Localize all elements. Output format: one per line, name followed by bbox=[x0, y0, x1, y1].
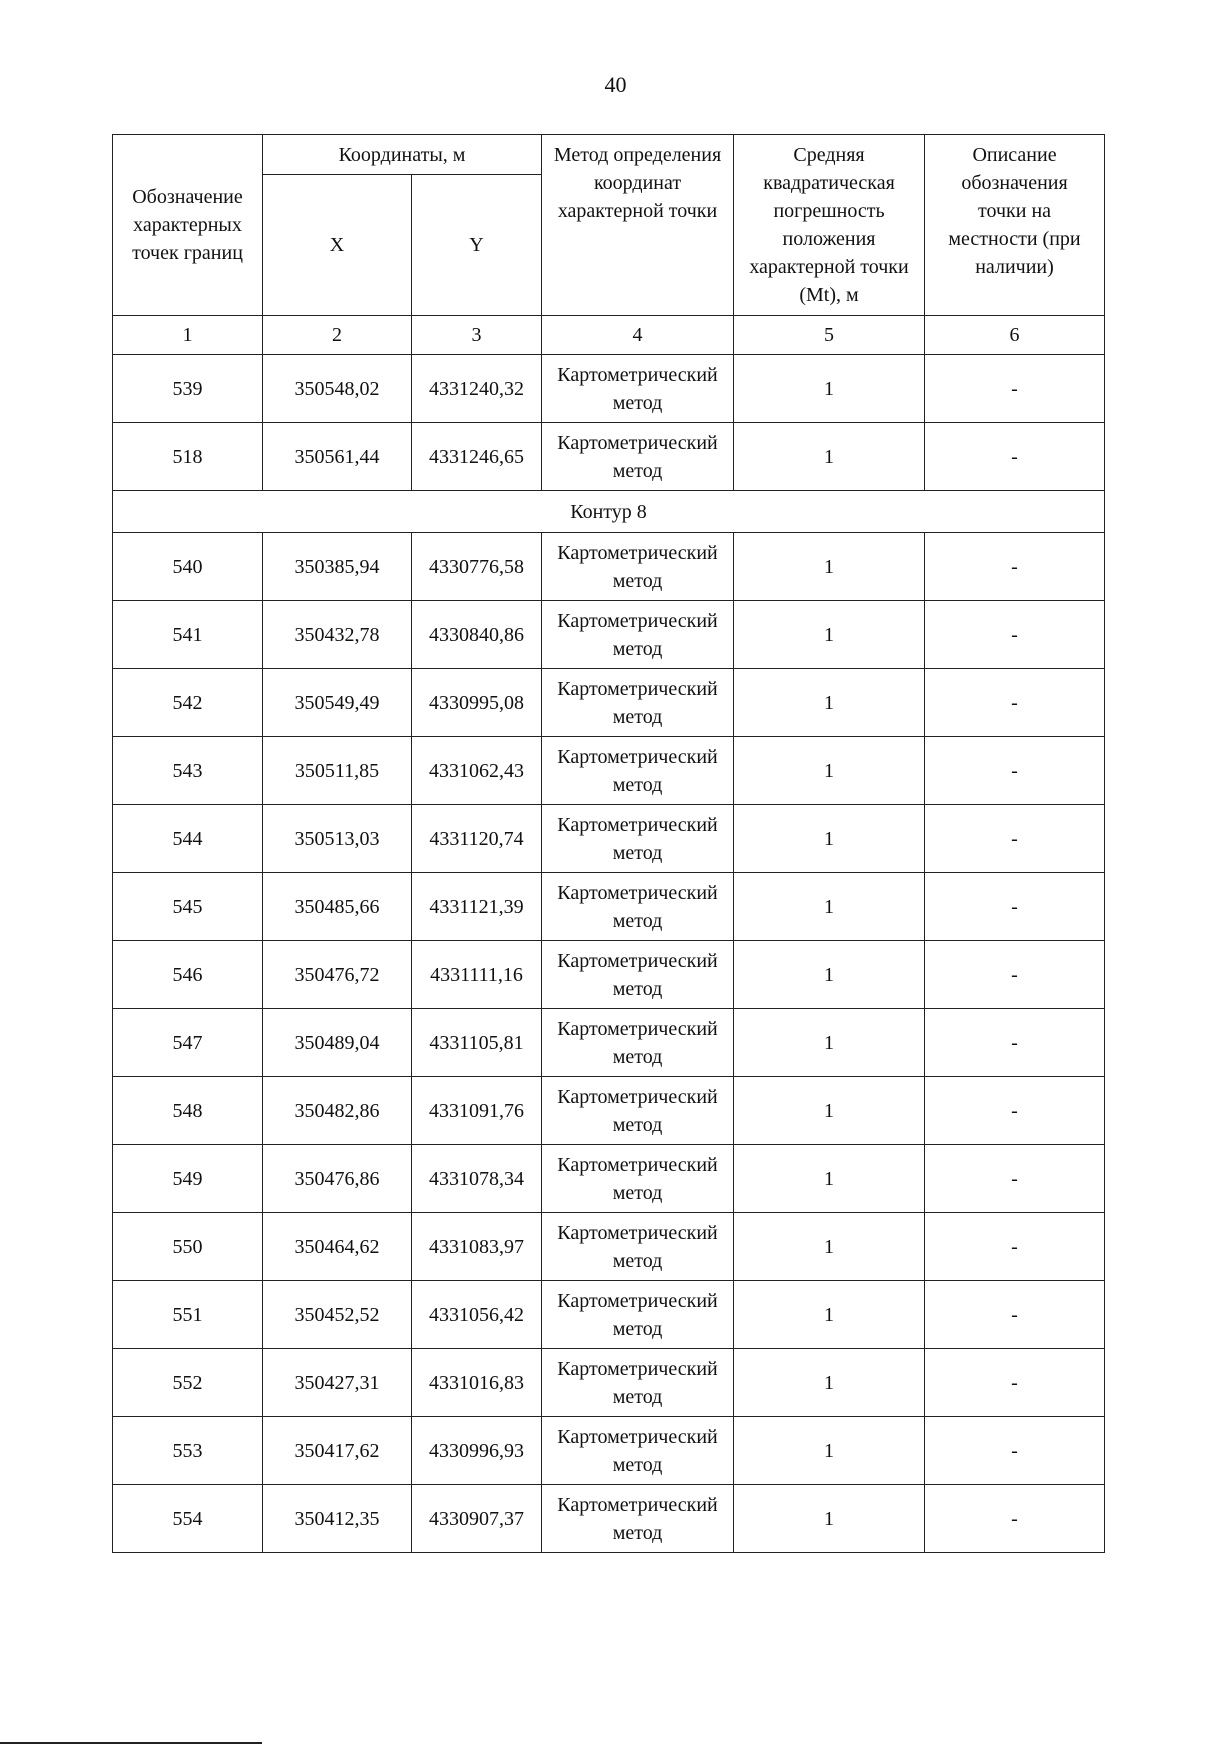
column-number: 1 bbox=[113, 316, 263, 355]
description-cell: - bbox=[925, 1145, 1105, 1213]
coordinate-y: 4330996,93 bbox=[412, 1417, 542, 1485]
point-designation: 546 bbox=[113, 941, 263, 1009]
description-cell: - bbox=[925, 941, 1105, 1009]
header-x: X bbox=[263, 175, 412, 316]
table-row bbox=[113, 533, 1105, 601]
coordinate-y: 4331078,34 bbox=[412, 1145, 542, 1213]
coordinate-x: 350385,94 bbox=[263, 533, 412, 601]
method-cell: Картометрический метод bbox=[542, 737, 734, 805]
coordinate-x: 350561,44 bbox=[263, 423, 412, 491]
error-value: 1 bbox=[734, 533, 925, 601]
point-designation: 547 bbox=[113, 1009, 263, 1077]
coordinate-y: 4331016,83 bbox=[412, 1349, 542, 1417]
error-value: 1 bbox=[734, 1009, 925, 1077]
description-cell: - bbox=[925, 737, 1105, 805]
error-value: 1 bbox=[734, 737, 925, 805]
coordinate-y: 4331246,65 bbox=[412, 423, 542, 491]
method-cell: Картометрический метод bbox=[542, 1349, 734, 1417]
coordinate-x: 350485,66 bbox=[263, 873, 412, 941]
table-row bbox=[113, 1349, 1105, 1417]
header-error: Средняя квадратическая погрешность положения характерной точки (Mt), м bbox=[734, 135, 925, 316]
error-value: 1 bbox=[734, 669, 925, 737]
coordinate-y: 4330995,08 bbox=[412, 669, 542, 737]
point-designation: 539 bbox=[113, 355, 263, 423]
error-value: 1 bbox=[734, 423, 925, 491]
point-designation: 545 bbox=[113, 873, 263, 941]
header-y: Y bbox=[412, 175, 542, 316]
coordinate-x: 350511,85 bbox=[263, 737, 412, 805]
error-value: 1 bbox=[734, 355, 925, 423]
method-cell: Картометрический метод bbox=[542, 805, 734, 873]
point-designation: 542 bbox=[113, 669, 263, 737]
coordinate-x: 350513,03 bbox=[263, 805, 412, 873]
point-designation: 540 bbox=[113, 533, 263, 601]
error-value: 1 bbox=[734, 1281, 925, 1349]
coordinate-y: 4331083,97 bbox=[412, 1213, 542, 1281]
column-numbers-row bbox=[113, 316, 1105, 355]
table-row bbox=[113, 805, 1105, 873]
description-cell: - bbox=[925, 423, 1105, 491]
point-designation: 554 bbox=[113, 1485, 263, 1553]
coordinates-table bbox=[112, 134, 1105, 1553]
description-cell: - bbox=[925, 1213, 1105, 1281]
coordinate-y: 4330907,37 bbox=[412, 1485, 542, 1553]
method-cell: Картометрический метод bbox=[542, 423, 734, 491]
description-cell: - bbox=[925, 1077, 1105, 1145]
method-cell: Картометрический метод bbox=[542, 873, 734, 941]
method-cell: Картометрический метод bbox=[542, 355, 734, 423]
point-designation: 518 bbox=[113, 423, 263, 491]
header-description: Описание обозначения точки на местности (при наличии) bbox=[925, 135, 1105, 316]
coordinate-x: 350489,04 bbox=[263, 1009, 412, 1077]
method-cell: Картометрический метод bbox=[542, 1281, 734, 1349]
error-value: 1 bbox=[734, 1213, 925, 1281]
point-designation: 541 bbox=[113, 601, 263, 669]
coordinate-x: 350412,35 bbox=[263, 1485, 412, 1553]
method-cell: Картометрический метод bbox=[542, 941, 734, 1009]
coordinate-x: 350549,49 bbox=[263, 669, 412, 737]
coordinate-y: 4331121,39 bbox=[412, 873, 542, 941]
description-cell: - bbox=[925, 1281, 1105, 1349]
error-value: 1 bbox=[734, 601, 925, 669]
coordinate-y: 4330840,86 bbox=[412, 601, 542, 669]
point-designation: 548 bbox=[113, 1077, 263, 1145]
table-row bbox=[113, 423, 1105, 491]
description-cell: - bbox=[925, 601, 1105, 669]
description-cell: - bbox=[925, 1417, 1105, 1485]
point-designation: 551 bbox=[113, 1281, 263, 1349]
description-cell: - bbox=[925, 1485, 1105, 1553]
error-value: 1 bbox=[734, 1417, 925, 1485]
error-value: 1 bbox=[734, 1077, 925, 1145]
table-row bbox=[113, 737, 1105, 805]
header-coordinates: Координаты, м bbox=[263, 135, 542, 175]
table-row bbox=[113, 873, 1105, 941]
error-value: 1 bbox=[734, 1145, 925, 1213]
rows-after-contour bbox=[113, 533, 1105, 1553]
description-cell: - bbox=[925, 355, 1105, 423]
description-cell: - bbox=[925, 873, 1105, 941]
coordinate-x: 350464,62 bbox=[263, 1213, 412, 1281]
column-number: 2 bbox=[263, 316, 412, 355]
method-cell: Картометрический метод bbox=[542, 1077, 734, 1145]
table-row bbox=[113, 1077, 1105, 1145]
method-cell: Картометрический метод bbox=[542, 1417, 734, 1485]
coordinate-x: 350476,86 bbox=[263, 1145, 412, 1213]
error-value: 1 bbox=[734, 1485, 925, 1553]
table-row bbox=[113, 1009, 1105, 1077]
description-cell: - bbox=[925, 805, 1105, 873]
column-number: 3 bbox=[412, 316, 542, 355]
coordinate-x: 350452,52 bbox=[263, 1281, 412, 1349]
table-row bbox=[113, 1417, 1105, 1485]
column-number: 6 bbox=[925, 316, 1105, 355]
coordinate-y: 4331056,42 bbox=[412, 1281, 542, 1349]
point-designation: 544 bbox=[113, 805, 263, 873]
coordinate-y: 4331111,16 bbox=[412, 941, 542, 1009]
table-row bbox=[113, 669, 1105, 737]
description-cell: - bbox=[925, 669, 1105, 737]
coordinate-y: 4331105,81 bbox=[412, 1009, 542, 1077]
method-cell: Картометрический метод bbox=[542, 601, 734, 669]
coordinate-x: 350417,62 bbox=[263, 1417, 412, 1485]
error-value: 1 bbox=[734, 873, 925, 941]
footnote-rule bbox=[0, 1742, 262, 1744]
coordinate-y: 4331120,74 bbox=[412, 805, 542, 873]
table-row bbox=[113, 1213, 1105, 1281]
coordinate-y: 4331091,76 bbox=[412, 1077, 542, 1145]
description-cell: - bbox=[925, 1009, 1105, 1077]
table-row bbox=[113, 941, 1105, 1009]
error-value: 1 bbox=[734, 941, 925, 1009]
coordinate-x: 350427,31 bbox=[263, 1349, 412, 1417]
table-row bbox=[113, 1145, 1105, 1213]
contour-row bbox=[113, 491, 1105, 533]
method-cell: Картометрический метод bbox=[542, 1485, 734, 1553]
method-cell: Картометрический метод bbox=[542, 669, 734, 737]
point-designation: 550 bbox=[113, 1213, 263, 1281]
point-designation: 549 bbox=[113, 1145, 263, 1213]
point-designation: 553 bbox=[113, 1417, 263, 1485]
coordinate-x: 350432,78 bbox=[263, 601, 412, 669]
error-value: 1 bbox=[734, 1349, 925, 1417]
coordinate-y: 4331240,32 bbox=[412, 355, 542, 423]
method-cell: Картометрический метод bbox=[542, 1213, 734, 1281]
description-cell: - bbox=[925, 1349, 1105, 1417]
header-designation: Обозначение характерных точек границ bbox=[113, 135, 263, 316]
table-row bbox=[113, 1281, 1105, 1349]
point-designation: 543 bbox=[113, 737, 263, 805]
description-cell: - bbox=[925, 533, 1105, 601]
contour-label: Контур 8 bbox=[113, 491, 1105, 533]
page-number: 40 bbox=[604, 72, 627, 97]
header-method: Метод определения координат характерной точки bbox=[542, 135, 734, 316]
table-row bbox=[113, 601, 1105, 669]
table-row bbox=[113, 1485, 1105, 1553]
point-designation: 552 bbox=[113, 1349, 263, 1417]
method-cell: Картометрический метод bbox=[542, 1009, 734, 1077]
coordinate-y: 4330776,58 bbox=[412, 533, 542, 601]
column-number: 4 bbox=[542, 316, 734, 355]
coordinate-y: 4331062,43 bbox=[412, 737, 542, 805]
coordinate-x: 350476,72 bbox=[263, 941, 412, 1009]
coordinate-x: 350482,86 bbox=[263, 1077, 412, 1145]
column-number: 5 bbox=[734, 316, 925, 355]
table-row bbox=[113, 355, 1105, 423]
error-value: 1 bbox=[734, 805, 925, 873]
method-cell: Картометрический метод bbox=[542, 1145, 734, 1213]
coordinate-x: 350548,02 bbox=[263, 355, 412, 423]
method-cell: Картометрический метод bbox=[542, 533, 734, 601]
rows-before-contour bbox=[113, 355, 1105, 491]
